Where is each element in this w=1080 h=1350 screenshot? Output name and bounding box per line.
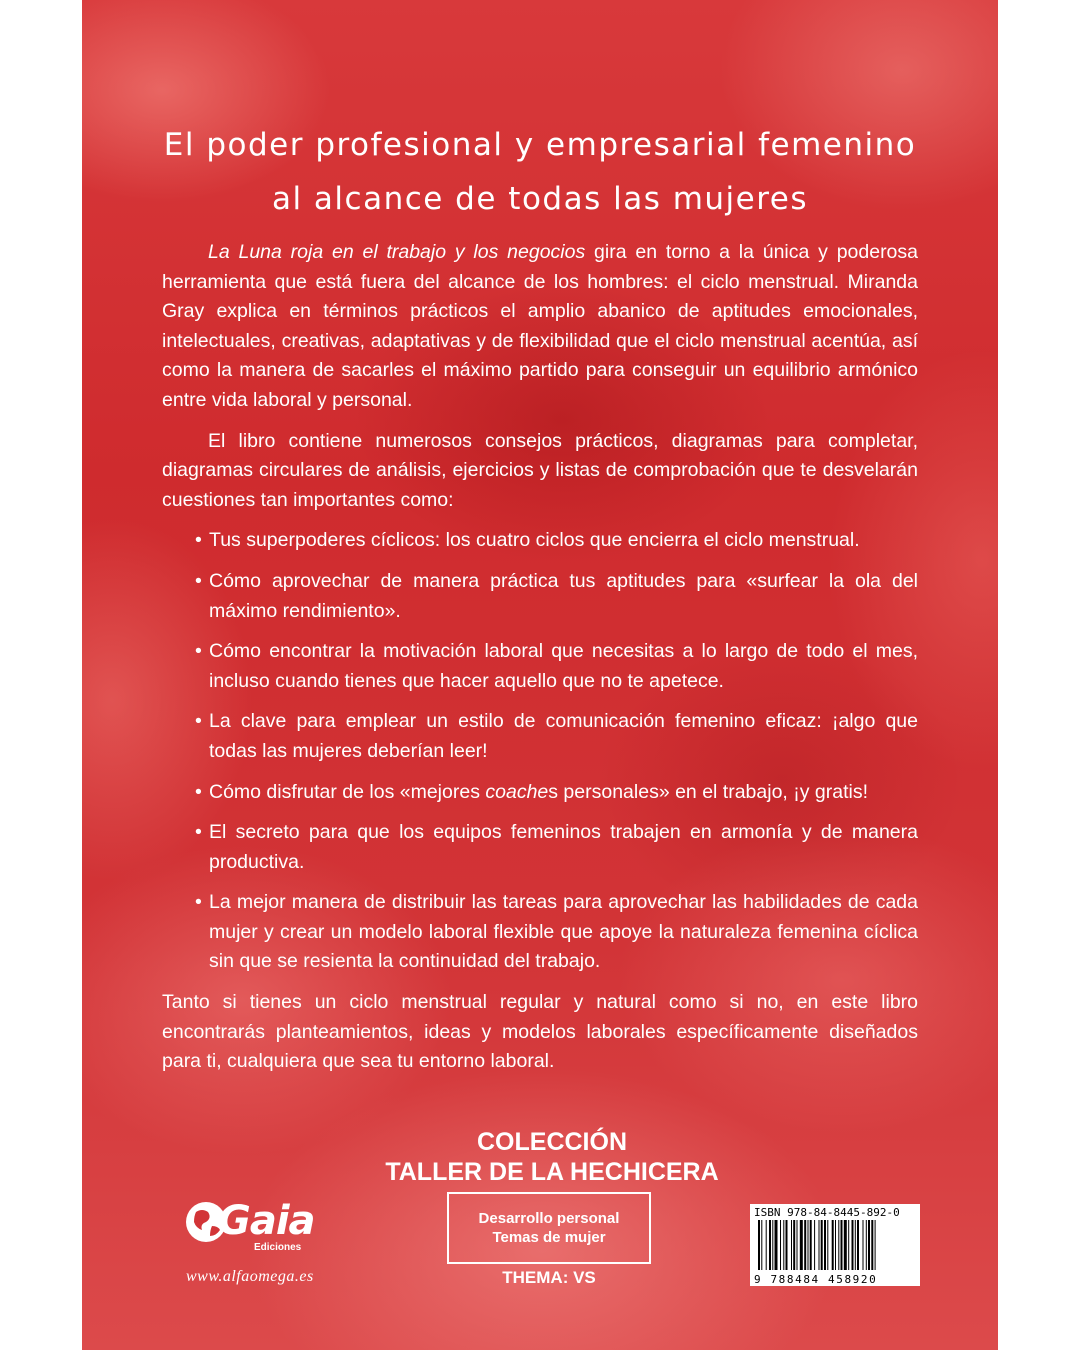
bullet-icon: • <box>195 821 202 844</box>
barcode-bar <box>810 1220 812 1270</box>
list-item-text: El secreto para que los equipos femeninos trabajen en armonía y de manera productiva. <box>209 821 918 873</box>
barcode-bar <box>758 1220 760 1270</box>
isbn-digits: 9 788484 458920 <box>754 1273 878 1286</box>
barcode-bar <box>827 1220 828 1270</box>
barcode-bar <box>841 1220 843 1270</box>
collection-line-2: TALLER DE LA HECHICERA <box>385 1158 719 1186</box>
list-item-text: s personales» en el trabajo, ¡y gratis! <box>548 780 869 803</box>
barcode-bar <box>791 1220 792 1270</box>
barcode-bar <box>866 1220 867 1270</box>
list-item-text: La clave para emplear un estilo de comunicación femenino eficaz: ¡algo que todas las mujeres deberían leer! <box>209 710 918 762</box>
publisher-logo <box>182 1196 342 1262</box>
collection-line-1: COLECCIÓN <box>477 1128 627 1156</box>
book-title: La Luna roja en el trabajo y los negocios <box>208 241 586 263</box>
barcode-bar <box>819 1220 820 1270</box>
bullet-icon: • <box>195 891 202 914</box>
collection-title <box>352 1127 752 1187</box>
barcode-bar <box>780 1220 781 1270</box>
barcode-bar <box>832 1220 834 1270</box>
back-cover <box>82 0 998 1350</box>
thema-code: THEMA: VS <box>502 1268 596 1287</box>
barcode-bar <box>808 1220 809 1270</box>
publisher-sub: Ediciones <box>254 1242 302 1253</box>
barcode-bar <box>783 1220 784 1270</box>
intro-paragraph <box>162 238 918 416</box>
isbn-barcode <box>750 1204 920 1286</box>
list-item <box>162 526 918 556</box>
description <box>162 238 918 1088</box>
list-item-text: Cómo encontrar la motivación laboral que necesitas a lo largo de todo el mes, incluso cuando tienes que hacer aquello que no te apetece. <box>209 640 918 692</box>
headline-line-1: El poder profesional y empresarial femenino <box>163 127 917 163</box>
barcode-bar <box>797 1220 798 1270</box>
list-item-text: Cómo disfrutar de los «mejores <box>209 780 486 803</box>
barcode-bar <box>868 1220 870 1270</box>
list-item <box>162 778 918 808</box>
barcode-bar <box>863 1220 864 1270</box>
isbn-label: ISBN 978-84-8445-892-0 <box>754 1206 900 1219</box>
list-item <box>162 818 918 877</box>
intro-text: gira en torno a la única y poderosa herramienta que está fuera del alcance de los hombres: el ciclo menstrual. Miranda Gray explica en términos prácticos el amplio abanico de aptitudes emocionales, intelectuales, creativas, adaptativas y de flexibilidad que el ciclo menstrual acentúa, así como la manera de sacarles el máximo partido para conseguir un equilibrio armónico entre vida laboral y personal. <box>162 241 919 411</box>
barcode-bar <box>800 1220 803 1270</box>
list-item-text: Tus superpoderes cíclicos: los cuatro ciclos que encierra el ciclo menstrual. <box>209 529 860 552</box>
barcode-bar <box>766 1220 767 1270</box>
publisher-name: Gaia <box>218 1198 315 1244</box>
barcode-bar <box>821 1220 823 1270</box>
barcode-bar <box>824 1220 826 1270</box>
barcode-bar <box>804 1220 806 1270</box>
barcode-bar <box>857 1220 859 1270</box>
barcode-bar <box>786 1220 788 1270</box>
barcode-bar <box>769 1220 771 1270</box>
feature-list <box>162 526 918 977</box>
barcode-bar <box>838 1220 839 1270</box>
list-item <box>162 888 918 977</box>
list-item-text: Cómo aprovechar de manera práctica tus aptitudes para «surfear la ola del máximo rendimiento». <box>209 569 918 622</box>
list-item-italic: coache <box>485 780 549 803</box>
barcode-bar <box>871 1220 873 1270</box>
contents-paragraph: El libro contiene numerosos consejos prácticos, diagramas para completar, diagramas circulares de análisis, ejercicios y listas de comprobación que te desvelarán cuestiones tan importantes como: <box>162 429 918 511</box>
barcode-bar <box>852 1220 854 1270</box>
bullet-icon: • <box>195 569 202 592</box>
barcode-bar <box>835 1220 836 1270</box>
barcode-bar <box>814 1220 815 1270</box>
list-item <box>162 637 918 696</box>
barcode-bar <box>793 1220 795 1270</box>
barcode-bar <box>775 1220 778 1270</box>
headline <box>142 118 938 226</box>
publisher-website: www.alfaomega.es <box>186 1268 314 1285</box>
barcode-bar <box>848 1220 849 1270</box>
list-item-text: La mejor manera de distribuir las tareas para aprovechar las habilidades de cada mujer y crear un modelo laboral flexible que apoye la naturaleza femenina cíclica sin que se resienta la continuidad del trabajo. <box>209 891 918 973</box>
barcode-bar <box>875 1220 876 1270</box>
barcode-bar <box>855 1220 856 1270</box>
category-line-2: Temas de mujer <box>492 1229 606 1246</box>
barcode-icon <box>754 1220 916 1270</box>
closing-paragraph: Tanto si tienes un ciclo menstrual regular y natural como si no, en este libro encontrarás planteamientos, ideas y modelos laborales específicamente diseñados para ti, cualquiera que sea tu entorno laboral. <box>162 991 918 1073</box>
bullet-icon: • <box>195 780 202 803</box>
bullet-icon: • <box>195 640 202 663</box>
barcode-bar <box>844 1220 847 1270</box>
headline-line-2: al alcance de todas las mujeres <box>271 181 809 217</box>
barcode-bar <box>772 1220 773 1270</box>
list-item <box>162 707 918 766</box>
category-line-1: Desarrollo personal <box>478 1210 620 1227</box>
category-box <box>447 1192 651 1264</box>
bullet-icon: • <box>195 529 202 552</box>
list-item <box>162 567 918 626</box>
bullet-icon: • <box>195 710 202 733</box>
barcode-bar <box>761 1220 762 1270</box>
